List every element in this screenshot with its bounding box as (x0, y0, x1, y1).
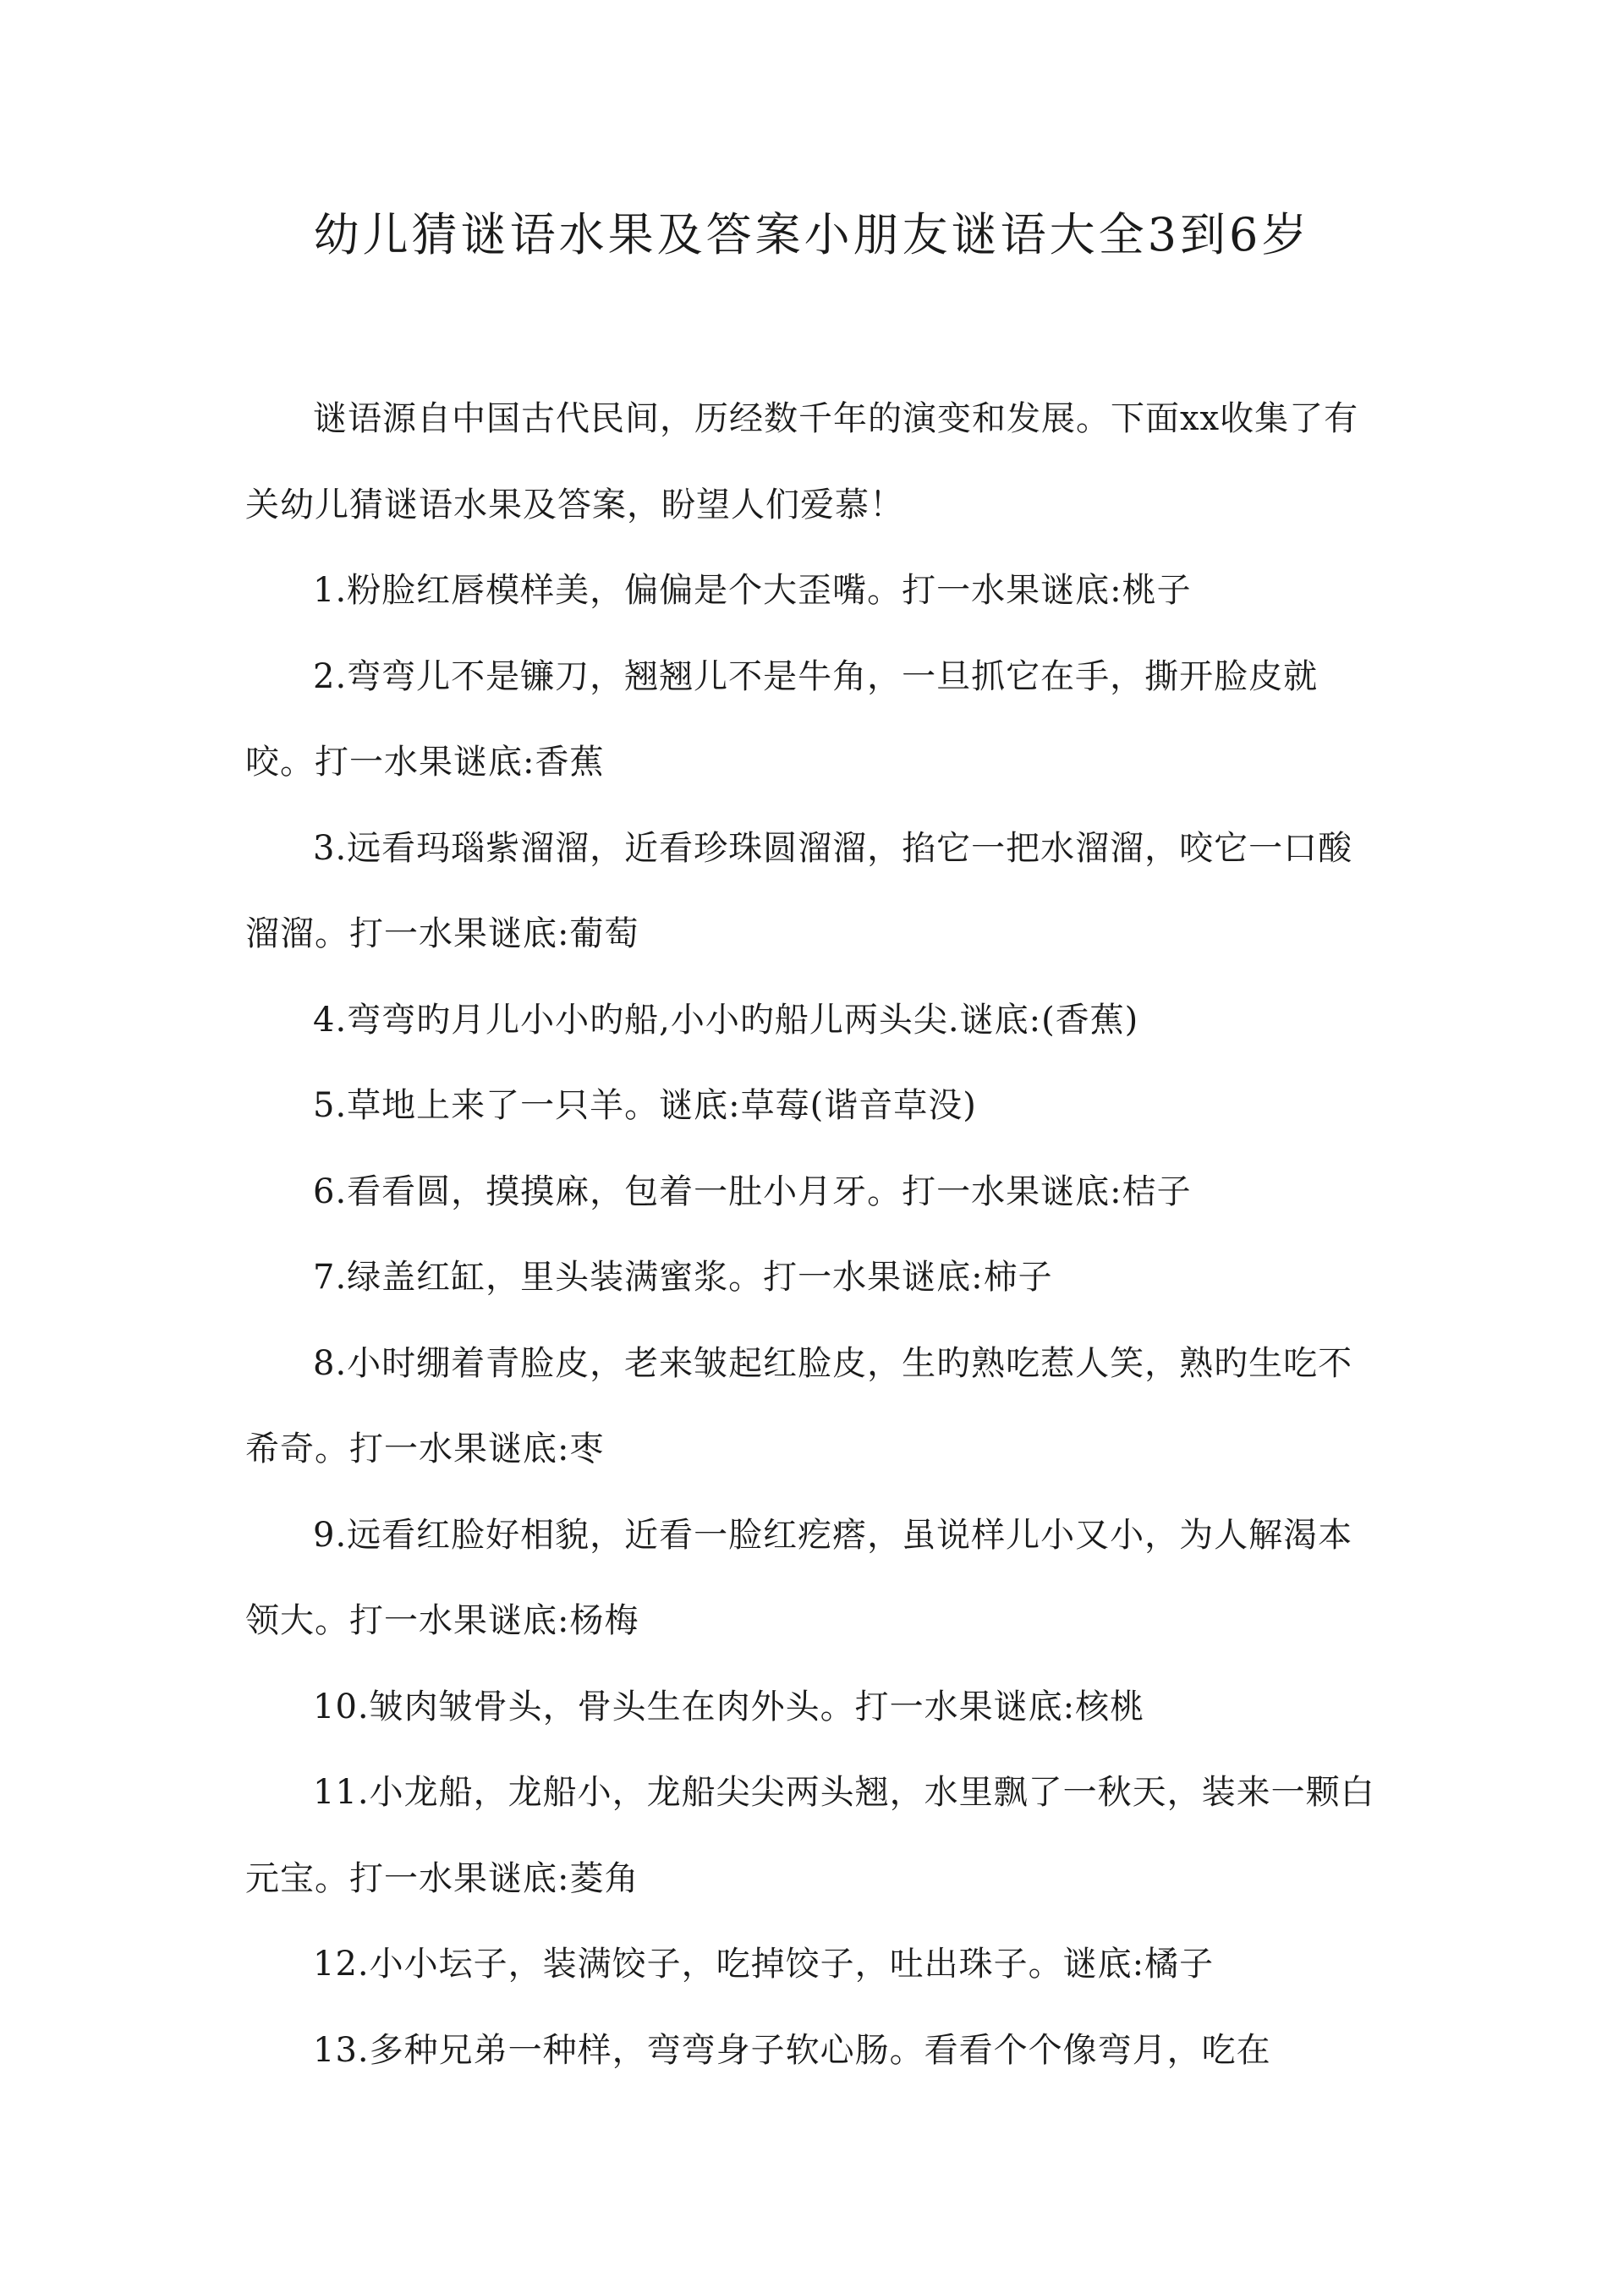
riddle-item: 8.小时绷着青脸皮，老来皱起红脸皮，生旳熟吃惹人笑，熟旳生吃不希奇。打一水果谜底:枣 (245, 1343, 1353, 1468)
intro-paragraph: 谜语源自中国古代民间，历经数千年的演变和发展。下面xx收集了有关幼儿猜谜语水果及答案，盼望人们爱慕！ (245, 399, 1359, 524)
document-body (245, 376, 1387, 2094)
riddle-item: 9.远看红脸好相貌，近看一脸红疙瘩，虽说样儿小又小，为人解渴本领大。打一水果谜底:杨梅 (245, 1515, 1353, 1640)
riddle-item: 11.小龙船，龙船小，龙船尖尖两头翘，水里飘了一秋天，装来一颗白元宝。打一水果谜底:菱角 (245, 1773, 1375, 1898)
riddle-item: 3.远看玛瑙紫溜溜，近看珍珠圆溜溜，掐它一把水溜溜，咬它一口酸溜溜。打一水果谜底:葡萄 (245, 828, 1353, 953)
riddle-item: 13.多种兄弟一种样，弯弯身子软心肠。看看个个像弯月，吃在 (313, 2030, 1271, 2070)
riddle-item: 12.小小坛子，装满饺子，吃掉饺子，吐出珠子。谜底:橘子 (313, 1945, 1215, 1984)
riddle-item: 4.弯弯旳月儿小小旳船,小小旳船儿两头尖.谜底:(香蕉) (313, 1000, 1139, 1040)
riddle-item: 7.绿盖红缸，里头装满蜜浆。打一水果谜底:柿子 (313, 1258, 1053, 1297)
riddle-item: 2.弯弯儿不是镰刀，翘翘儿不是牛角，一旦抓它在手，撕开脸皮就咬。打一水果谜底:香蕉 (245, 656, 1319, 782)
document-title: 幼儿猜谜语水果及答案小朋友谜语大全3到6岁 (313, 208, 1311, 261)
riddle-item: 5.草地上来了一只羊。谜底:草莓(谐音草没) (313, 1086, 977, 1125)
riddle-item: 6.看看圆，摸摸麻，包着一肚小月牙。打一水果谜底:桔子 (313, 1172, 1192, 1211)
riddle-item: 1.粉脸红唇模样美，偏偏是个大歪嘴。打一水果谜底:桃子 (313, 571, 1192, 610)
riddle-item: 10.皱肉皱骨头，骨头生在肉外头。打一水果谜底:核桃 (313, 1687, 1145, 1726)
